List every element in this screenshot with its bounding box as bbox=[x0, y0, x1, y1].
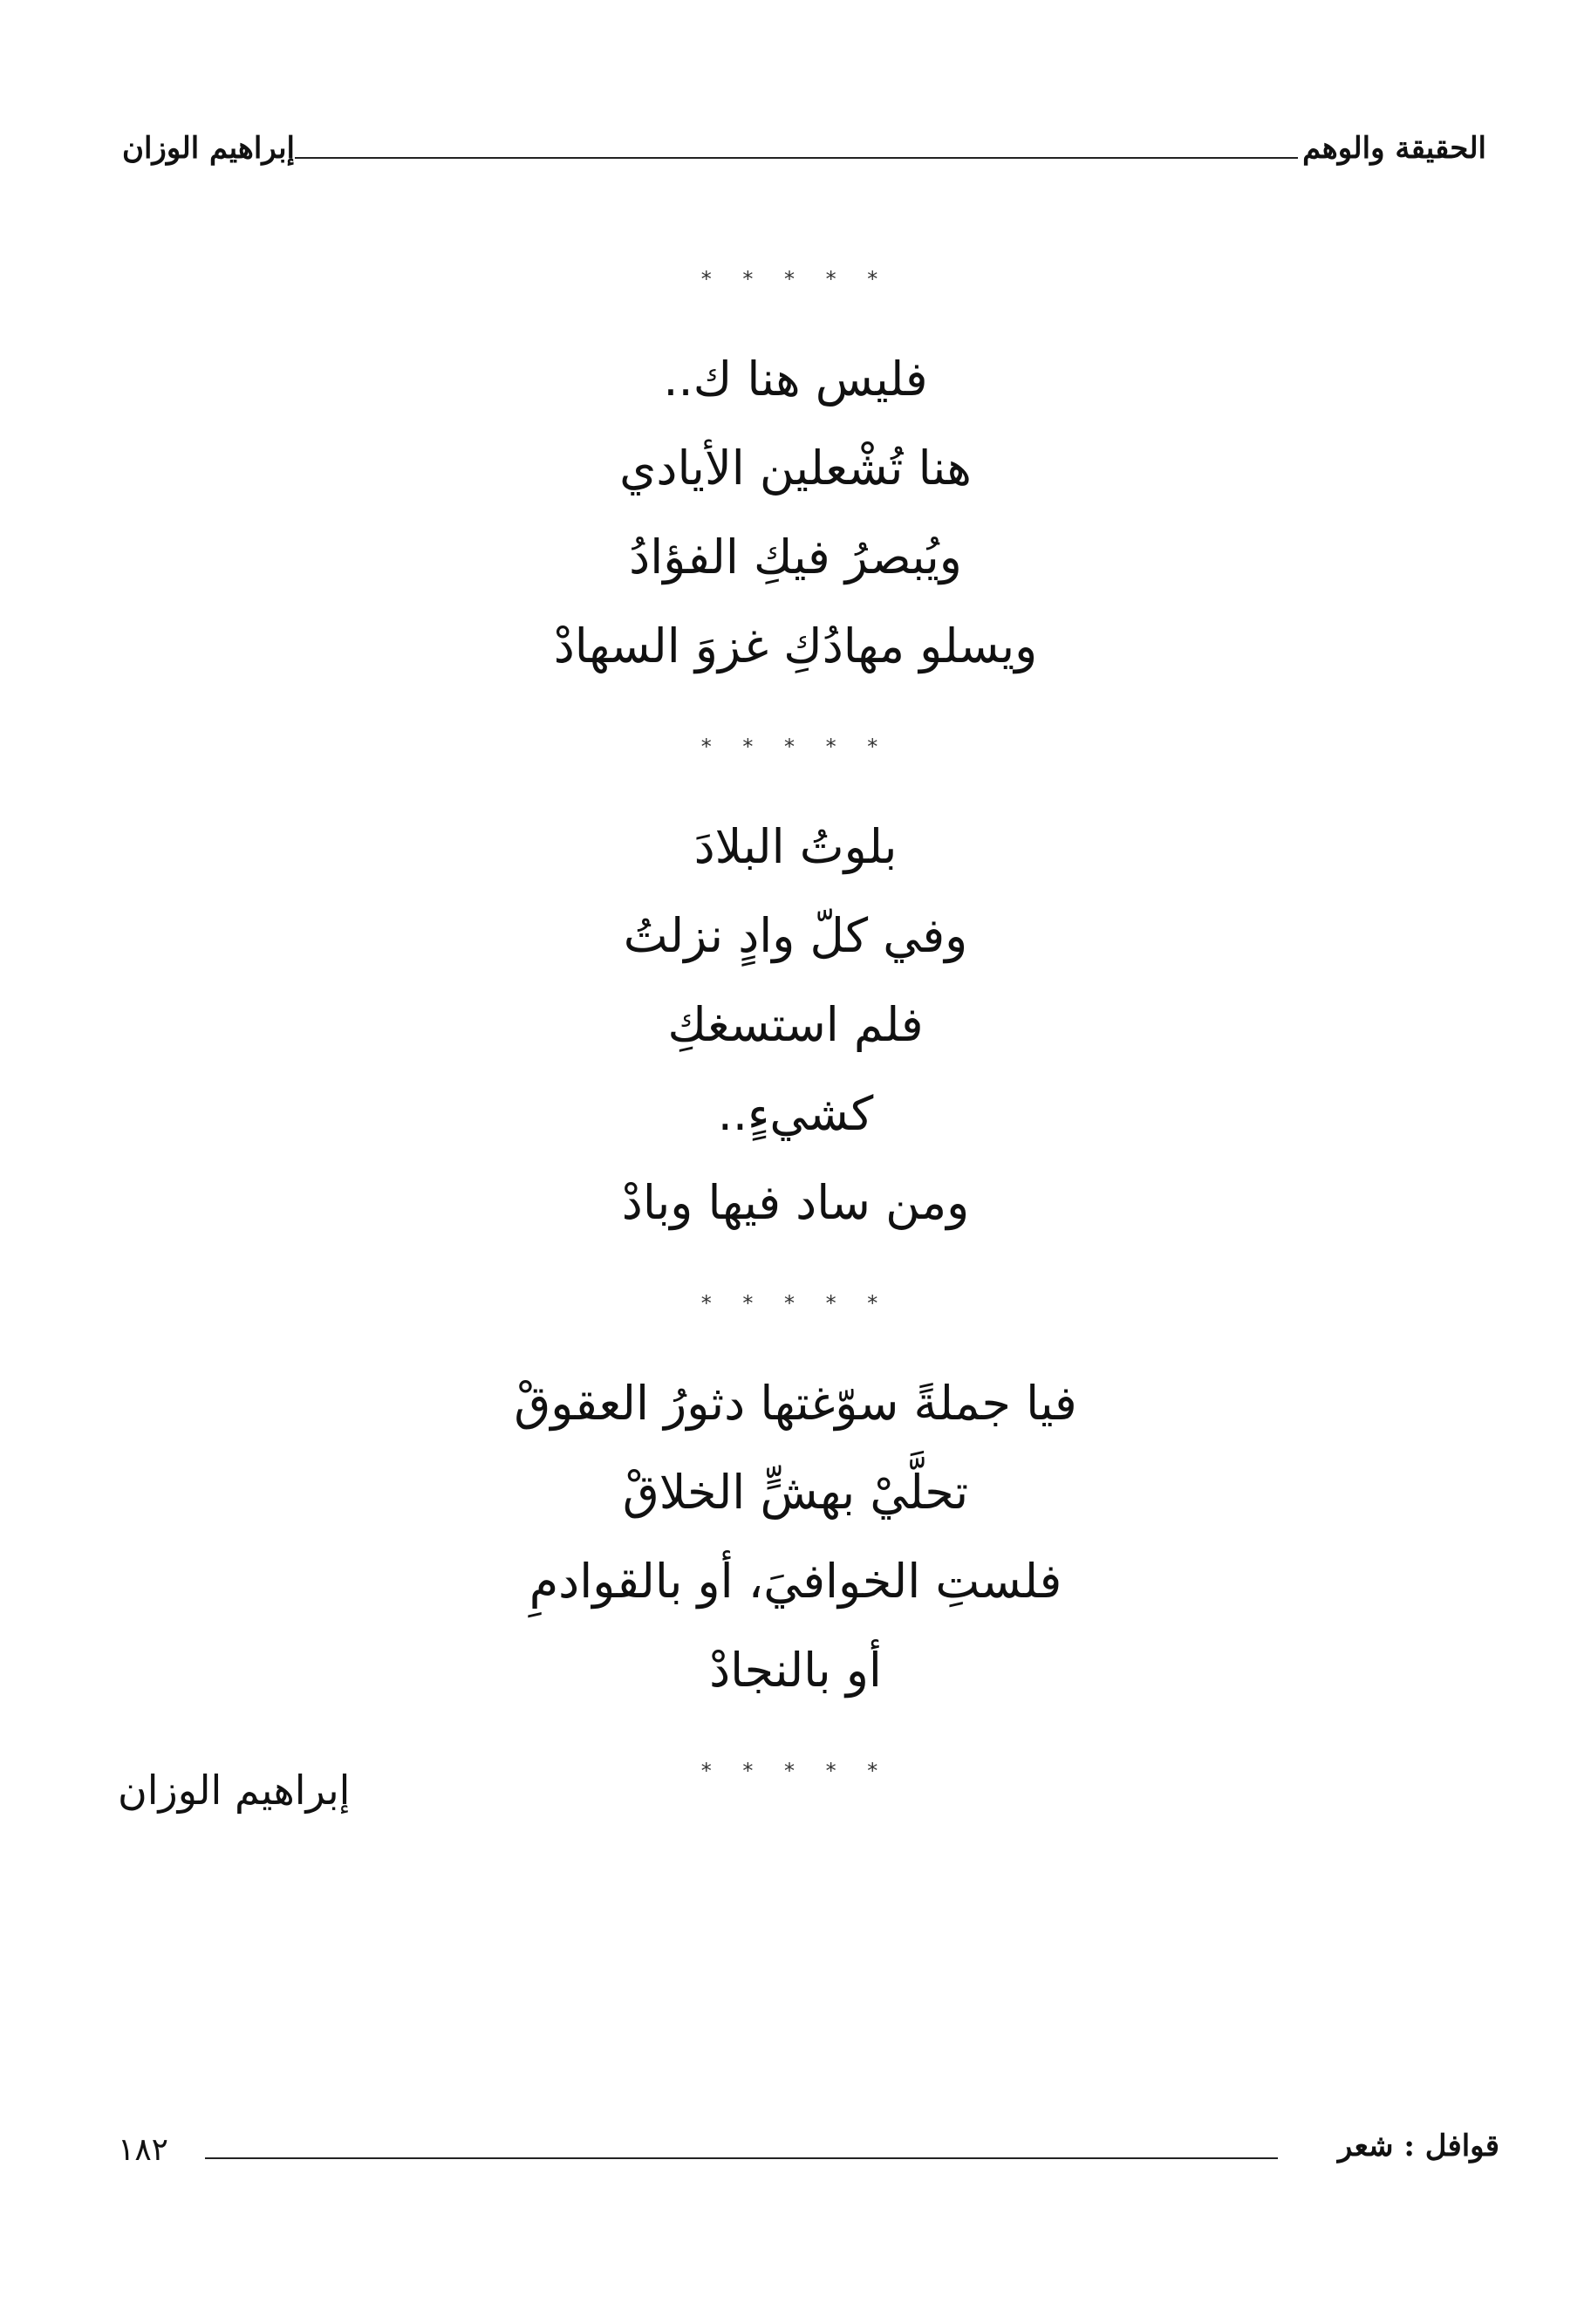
verse-line: ويسلو مهادُكِ غزوَ السهادْ bbox=[553, 619, 1038, 673]
page-number: ١٨٢ bbox=[118, 2132, 169, 2168]
stanza-separator: * * * * * bbox=[700, 267, 891, 291]
stanza-1 bbox=[0, 335, 1591, 691]
verse-line: كشيءٍ.. bbox=[717, 1086, 874, 1141]
verse-line: فليس هنا ك.. bbox=[663, 352, 928, 407]
verse-line: فيا جملةً سوّغتها دثورُ العقوقْ bbox=[514, 1376, 1077, 1431]
stanza-separator: * * * * * bbox=[700, 735, 891, 759]
verse-line: ومن ساد فيها وبادْ bbox=[621, 1175, 970, 1230]
verse-line: وفي كلّ وادٍ نزلتُ bbox=[623, 908, 968, 963]
verse-line: فلم استسغكِ bbox=[667, 997, 924, 1052]
running-header-author: إبراهيم الوزان bbox=[122, 131, 295, 166]
footer-rule bbox=[205, 2157, 1278, 2159]
stanza-3 bbox=[0, 1359, 1591, 1715]
verse-line: هنا تُشْعلين الأيادي bbox=[619, 441, 972, 496]
stanza-2 bbox=[0, 803, 1591, 1247]
footer-section-label: قوافل : شعر bbox=[1337, 2129, 1499, 2163]
running-header-title: الحقيقة والوهم bbox=[1302, 131, 1486, 166]
verse-line: بلوتُ البلادَ bbox=[693, 819, 898, 874]
verse-line: فلستِ الخوافيَ، أو بالقوادمِ bbox=[529, 1554, 1062, 1609]
verse-line: ويُبصرُ فيكِ الفؤادُ bbox=[629, 530, 962, 584]
poem-signature: إبراهيم الوزان bbox=[118, 1767, 351, 1814]
verse-line: تحلَّيْ بهشٍّ الخلاقْ bbox=[622, 1465, 969, 1520]
header-rule bbox=[295, 157, 1298, 159]
stanza-separator: * * * * * bbox=[700, 1291, 891, 1316]
stanza-separator: * * * * * bbox=[700, 1759, 891, 1783]
poem-body bbox=[0, 262, 1591, 1788]
verse-line: أو بالنجادْ bbox=[709, 1643, 882, 1698]
